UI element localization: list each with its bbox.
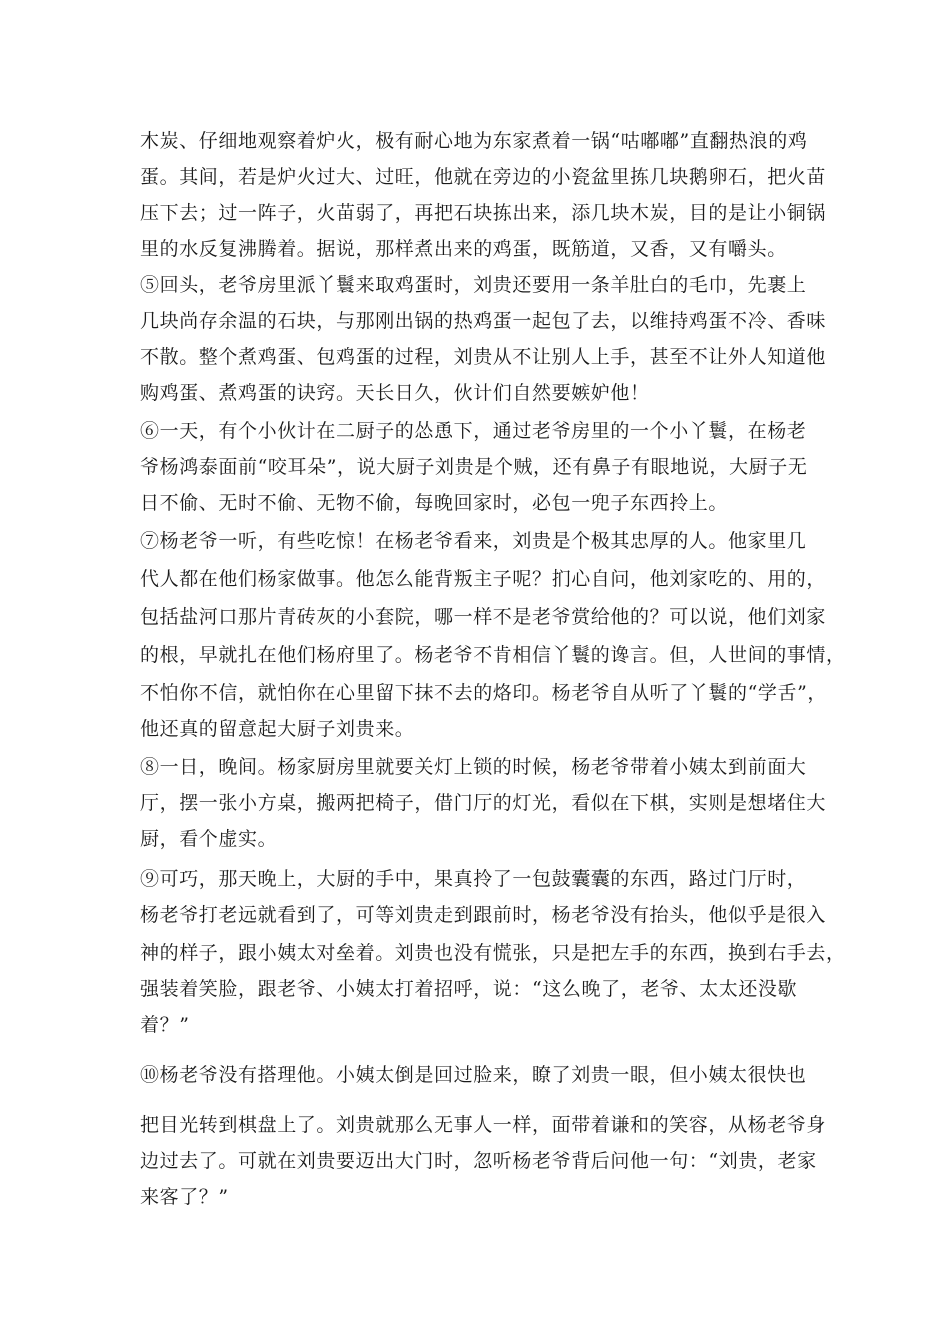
text-line: 不散。整个煮鸡蛋、包鸡蛋的过程，刘贵从不让别人上手，甚至不让外人知道他 — [140, 346, 827, 368]
paragraph-7-start: ⑦杨老爷一听，有些吃惊！在杨老爷看来，刘贵是个极其忠厚的人。他家里几 — [140, 530, 807, 552]
text-line: 几块尚存余温的石块，与那刚出锅的热鸡蛋一起包了去，以维持鸡蛋不冷、香味 — [140, 310, 827, 332]
text-line: 不怕你不信，就怕你在心里留下抹不去的烙印。杨老爷自从听了丫鬟的“学舌”， — [140, 682, 828, 704]
text-line: 购鸡蛋、煮鸡蛋的诀窍。天长日久，伙计们自然要嫉妒他！ — [140, 382, 650, 404]
text-line: 来客了？” — [140, 1186, 229, 1208]
text-line: 蛋。其间，若是炉火过大、过旺，他就在旁边的小瓷盆里拣几块鹅卵石，把火苗 — [140, 166, 827, 188]
text-line: 日不偷、无时不偷、无物不偷，每晚回家时，必包一兜子东西拎上。 — [140, 492, 729, 514]
text-line: 厅，摆一张小方桌，搬两把椅子，借门厅的灯光，看似在下棋，实则是想堵住大 — [140, 792, 827, 814]
text-line: 爷杨鸿泰面前“咬耳朵”，说大厨子刘贵是个贼，还有鼻子有眼地说，大厨子无 — [140, 456, 808, 478]
text-line: 厨，看个虚实。 — [140, 828, 278, 850]
text-line: 的根，早就扎在他们杨府里了。杨老爷不肯相信丫鬟的谗言。但，人世间的事情， — [140, 644, 846, 666]
text-line: 着？” — [140, 1014, 190, 1036]
text-line: 他还真的留意起大厨子刘贵来。 — [140, 718, 415, 740]
text-line: 神的样子，跟小姨太对垒着。刘贵也没有慌张，只是把左手的东西，换到右手去， — [140, 942, 846, 964]
paragraph-8-start: ⑧一日，晚间。杨家厨房里就要关灯上锁的时候，杨老爷带着小姨太到前面大 — [140, 756, 807, 778]
text-line: 杨老爷打老远就看到了，可等刘贵走到跟前时，杨老爷没有抬头，他似乎是很入 — [140, 904, 827, 926]
text-line: 里的水反复沸腾着。据说，那样煮出来的鸡蛋，既筋道，又香，又有嚼头。 — [140, 238, 787, 260]
text-line: 压下去；过一阵子，火苗弱了，再把石块拣出来，添几块木炭，目的是让小铜锅 — [140, 202, 827, 224]
text-line: 木炭、仔细地观察着炉火，极有耐心地为东家煮着一锅“咕嘟嘟”直翻热浪的鸡 — [140, 130, 808, 152]
text-line: 代人都在他们杨家做事。他怎么能背叛主子呢？扪心自问，他刘家吃的、用的， — [140, 568, 827, 590]
paragraph-6-start: ⑥一天，有个小伙计在二厨子的怂恿下，通过老爷房里的一个小丫鬟，在杨老 — [140, 420, 807, 442]
text-line: 边过去了。可就在刘贵要迈出大门时，忽听杨老爷背后问他一句：“刘贵，老家 — [140, 1150, 817, 1172]
paragraph-10-start: ⑩杨老爷没有搭理他。小姨太倒是回过脸来，瞭了刘贵一眼，但小姨太很快也 — [140, 1064, 807, 1086]
text-line: 强装着笑脸，跟老爷、小姨太打着招呼，说：“这么晚了，老爷、太太还没歇 — [140, 978, 798, 1000]
text-line: 把目光转到棋盘上了。刘贵就那么无事人一样，面带着谦和的笑容，从杨老爷身 — [140, 1114, 827, 1136]
paragraph-9-start: ⑨可巧，那天晚上，大厨的手中，果真拎了一包鼓囊囊的东西，路过门厅时， — [140, 868, 807, 890]
text-line: 包括盐河口那片青砖灰的小套院，哪一样不是老爷赏给他的？可以说，他们刘家 — [140, 606, 827, 628]
paragraph-5-start: ⑤回头，老爷房里派丫鬟来取鸡蛋时，刘贵还要用一条羊肚白的毛巾，先裹上 — [140, 274, 807, 296]
